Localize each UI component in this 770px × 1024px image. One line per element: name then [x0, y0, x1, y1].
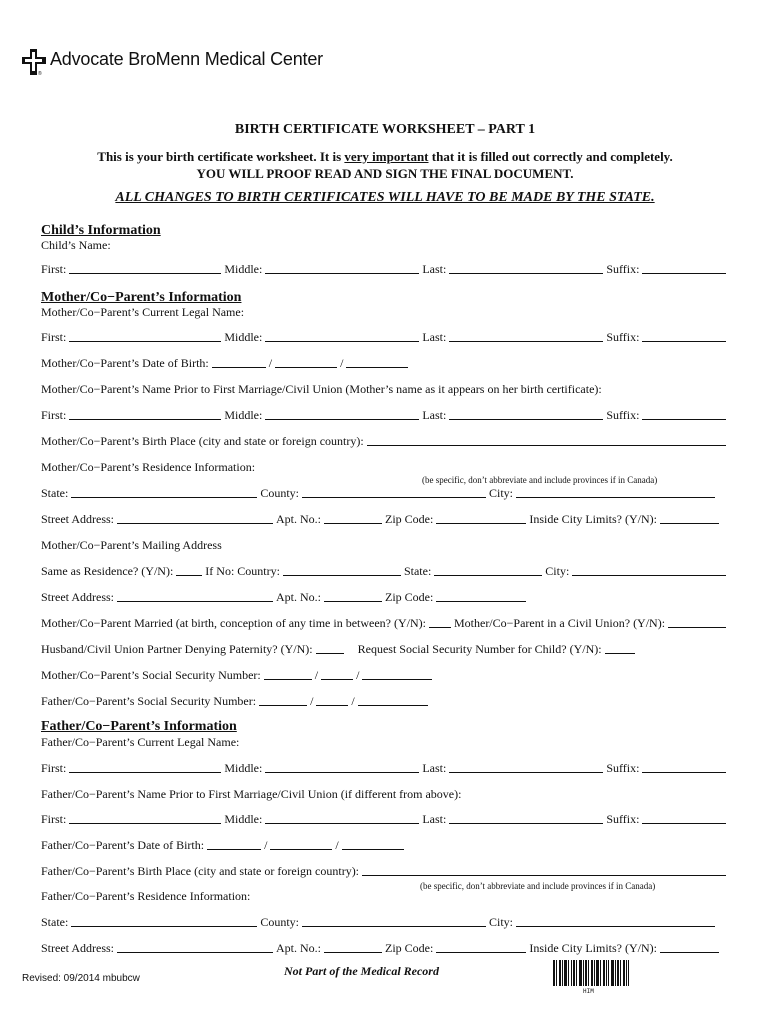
mailing-state-field[interactable] [434, 575, 542, 576]
father-residence-row [41, 914, 729, 930]
mother-mailing-row [41, 563, 729, 579]
mother-prior-name-fields-row [41, 407, 729, 423]
child-name-row [41, 261, 729, 277]
father-apt-field[interactable] [324, 952, 382, 953]
mother-married-row [41, 615, 729, 631]
father-dob-row [41, 837, 407, 853]
state-label: State: [41, 486, 69, 500]
zip-code-label: Zip Code: [385, 941, 434, 955]
father-legal-name-label: Father/Co−Parent’s Current Legal Name: [41, 735, 240, 749]
street-address-label: Street Address: [41, 512, 114, 526]
date-separator: / [264, 838, 268, 852]
first-label: First: [41, 262, 67, 276]
intro-text-a: This is your birth certificate worksheet. It is [97, 149, 345, 164]
mother-dob-label: Mother/Co−Parent’s Date of Birth: [41, 356, 209, 370]
mother-street-field[interactable] [117, 523, 273, 524]
father-city-field[interactable] [516, 926, 715, 927]
intro-line-3: ALL CHANGES TO BIRTH CERTIFICATES WILL HAVE TO BE MADE BY THE STATE. [115, 190, 655, 205]
mother-ssn-row [41, 667, 435, 683]
first-label: First: [41, 761, 67, 775]
father-dob-label: Father/Co−Parent’s Date of Birth: [41, 838, 205, 852]
mother-dob-month-field[interactable] [212, 367, 266, 368]
mother-suffix-field[interactable] [642, 341, 726, 342]
mother-married-field[interactable] [429, 627, 451, 628]
middle-label: Middle: [224, 262, 263, 276]
city-label: City: [489, 486, 514, 500]
father-inside-city-limits-field[interactable] [660, 952, 719, 953]
middle-label: Middle: [224, 408, 263, 422]
child-last-field[interactable] [449, 273, 603, 274]
child-name-label: Child’s Name: [41, 238, 111, 252]
father-zip-field[interactable] [436, 952, 526, 953]
suffix-label: Suffix: [606, 408, 640, 422]
father-ssn-part1-field[interactable] [259, 705, 307, 706]
mother-mailing-label-row [41, 537, 222, 553]
father-prior-name-row [41, 786, 461, 802]
suffix-label: Suffix: [606, 761, 640, 775]
revision-note: Revised: 09/2014 mbubcw [22, 973, 140, 984]
state-label: State: [41, 915, 69, 929]
last-label: Last: [422, 812, 447, 826]
middle-label: Middle: [224, 812, 263, 826]
father-birthplace-label: Father/Co−Parent’s Birth Place (city and state or foreign country): [41, 864, 360, 878]
street-address-label: Street Address: [41, 941, 114, 955]
father-ssn-part3-field[interactable] [358, 705, 428, 706]
mother-residence-label: Mother/Co−Parent’s Residence Information: [41, 460, 256, 474]
mother-prior-name-label: Mother/Co−Parent’s Name Prior to First Marriage/Civil Union (Mother’s name as it appears on her birth certificate): [41, 382, 602, 396]
father-ssn-part2-field[interactable] [316, 705, 348, 706]
father-county-field[interactable] [302, 926, 486, 927]
mother-apt-field[interactable] [324, 523, 382, 524]
mother-prior-name-row [41, 381, 602, 397]
mother-residence-hint: (be specific, don’t abbreviate and include provinces if in Canada) [422, 475, 658, 485]
middle-label: Middle: [224, 330, 263, 344]
date-separator: / [335, 838, 339, 852]
mailing-city-field[interactable] [572, 575, 726, 576]
last-label: Last: [422, 761, 447, 775]
father-birthplace-row [41, 863, 729, 879]
ssn-separator: / [351, 694, 355, 708]
civil-union-field[interactable] [668, 627, 726, 628]
street-address-label: Street Address: [41, 590, 114, 604]
mother-county-field[interactable] [302, 497, 486, 498]
intro-line-2: YOU WILL PROOF READ AND SIGN THE FINAL DOCUMENT. [196, 166, 574, 181]
civil-union-label: Mother/Co−Parent in a Civil Union? (Y/N): [453, 616, 666, 630]
mother-ssn-part1-field[interactable] [264, 679, 312, 680]
father-street-row [41, 940, 729, 956]
county-label: County: [260, 915, 299, 929]
request-ssn-field[interactable] [605, 653, 635, 654]
date-separator: / [268, 356, 273, 370]
mother-mailing-label: Mother/Co−Parent’s Mailing Address [41, 538, 222, 552]
inside-city-limits-label: Inside City Limits? (Y/N): [529, 941, 657, 955]
mailing-zip-field[interactable] [436, 601, 526, 602]
mother-city-field[interactable] [516, 497, 715, 498]
father-state-field[interactable] [71, 926, 257, 927]
father-dob-month-field[interactable] [207, 849, 261, 850]
father-prior-middle-field[interactable] [265, 823, 419, 824]
first-label: First: [41, 408, 67, 422]
husband-denying-row [41, 641, 638, 657]
mother-dob-day-field[interactable] [275, 367, 337, 368]
last-label: Last: [422, 262, 447, 276]
child-middle-field[interactable] [265, 273, 419, 274]
page-title: BIRTH CERTIFICATE WORKSHEET – PART 1 [234, 122, 536, 137]
father-ssn-row [41, 693, 431, 709]
father-dob-year-field[interactable] [342, 849, 404, 850]
mother-prior-first-field[interactable] [69, 419, 221, 420]
mother-ssn-part3-field[interactable] [362, 679, 432, 680]
same-as-residence-label: Same as Residence? (Y/N): [41, 564, 174, 578]
father-section-heading: Father/Co−Parent’s Information [41, 719, 237, 734]
mother-ssn-part2-field[interactable] [321, 679, 353, 680]
last-label: Last: [422, 408, 447, 422]
intro-emphasis: very important [344, 149, 429, 164]
zip-code-label: Zip Code: [385, 590, 434, 604]
mother-mailing-street-row [41, 589, 529, 605]
suffix-label: Suffix: [606, 812, 640, 826]
mother-zip-field[interactable] [436, 523, 526, 524]
father-birthplace-field[interactable] [362, 875, 726, 876]
intro-line-1 [0, 149, 770, 165]
mailing-apt-field[interactable] [324, 601, 382, 602]
father-first-field[interactable] [69, 772, 221, 773]
father-prior-first-field[interactable] [69, 823, 221, 824]
state-label: State: [403, 564, 432, 578]
mother-name-row [41, 329, 729, 345]
father-residence-label-row [41, 888, 250, 904]
mother-state-field[interactable] [71, 497, 257, 498]
husband-denying-label: Husband/Civil Union Partner Denying Paternity? (Y/N): [41, 642, 313, 656]
mother-residence-label-row [41, 459, 255, 475]
father-street-field[interactable] [117, 952, 273, 953]
father-ssn-label: Father/Co−Parent’s Social Security Number: [41, 694, 257, 708]
mailing-street-field[interactable] [117, 601, 273, 602]
husband-denying-field[interactable] [316, 653, 344, 654]
father-prior-suffix-field[interactable] [642, 823, 726, 824]
apt-no-label: Apt. No.: [276, 941, 321, 955]
father-residence-label: Father/Co−Parent’s Residence Information: [41, 889, 251, 903]
father-last-field[interactable] [449, 772, 603, 773]
same-as-residence-field[interactable] [176, 575, 202, 576]
inside-city-limits-label: Inside City Limits? (Y/N): [529, 512, 657, 526]
father-middle-field[interactable] [265, 772, 419, 773]
ssn-separator: / [314, 668, 319, 682]
father-prior-name-fields-row [41, 811, 729, 827]
mother-birthplace-label: Mother/Co−Parent’s Birth Place (city and state or foreign country): [41, 434, 364, 448]
mother-birthplace-row [41, 433, 729, 449]
intro-text-b: that it is filled out correctly and completely. [428, 149, 673, 164]
mailing-country-field[interactable] [283, 575, 401, 576]
mother-section-heading: Mother/Co−Parent’s Information [41, 290, 242, 305]
mother-ssn-label: Mother/Co−Parent’s Social Security Number: [41, 668, 261, 682]
middle-label: Middle: [224, 761, 263, 775]
mother-last-field[interactable] [449, 341, 603, 342]
mother-dob-year-field[interactable] [346, 367, 408, 368]
first-label: First: [41, 812, 67, 826]
mother-dob-row [41, 355, 411, 371]
date-separator: / [340, 356, 344, 370]
cross-logo-icon [22, 49, 46, 75]
city-label: City: [489, 915, 514, 929]
mother-prior-suffix-field[interactable] [642, 419, 726, 420]
father-suffix-field[interactable] [642, 772, 726, 773]
father-prior-name-label: Father/Co−Parent’s Name Prior to First Marriage/Civil Union (if different from above): [41, 787, 462, 801]
mother-prior-middle-field[interactable] [265, 419, 419, 420]
father-residence-hint: (be specific, don’t abbreviate and include provinces if in Canada) [420, 881, 656, 891]
not-medical-record-note: Not Part of the Medical Record [284, 964, 439, 978]
zip-code-label: Zip Code: [385, 512, 434, 526]
mother-street-row [41, 511, 729, 527]
apt-no-label: Apt. No.: [276, 512, 321, 526]
father-dob-day-field[interactable] [270, 849, 332, 850]
barcode-icon [553, 960, 629, 986]
registered-mark: ® [38, 71, 42, 77]
request-ssn-label: Request Social Security Number for Child? (Y/N): [357, 642, 602, 656]
ssn-separator: / [356, 668, 360, 682]
first-label: First: [41, 330, 67, 344]
mother-married-label: Mother/Co−Parent Married (at birth, conception of any time in between? (Y/N): [41, 616, 426, 630]
barcode-code: HIM [583, 988, 594, 995]
father-prior-last-field[interactable] [449, 823, 603, 824]
mother-prior-last-field[interactable] [449, 419, 603, 420]
mother-first-field[interactable] [69, 341, 221, 342]
suffix-label: Suffix: [606, 262, 640, 276]
child-first-field[interactable] [69, 273, 221, 274]
mother-birthplace-field[interactable] [367, 445, 726, 446]
ssn-separator: / [310, 694, 314, 708]
mother-middle-field[interactable] [265, 341, 419, 342]
mother-inside-city-limits-field[interactable] [660, 523, 719, 524]
child-suffix-field[interactable] [642, 273, 726, 274]
mother-residence-row [41, 485, 729, 501]
suffix-label: Suffix: [606, 330, 640, 344]
county-label: County: [260, 486, 299, 500]
hospital-name: Advocate BroMenn Medical Center [50, 49, 323, 69]
mother-legal-name-label: Mother/Co−Parent’s Current Legal Name: [41, 305, 245, 319]
if-no-country-label: If No: Country: [205, 564, 280, 578]
last-label: Last: [422, 330, 447, 344]
father-name-row [41, 760, 729, 776]
child-section-heading: Child’s Information [41, 223, 161, 238]
apt-no-label: Apt. No.: [276, 590, 321, 604]
city-label: City: [545, 564, 570, 578]
